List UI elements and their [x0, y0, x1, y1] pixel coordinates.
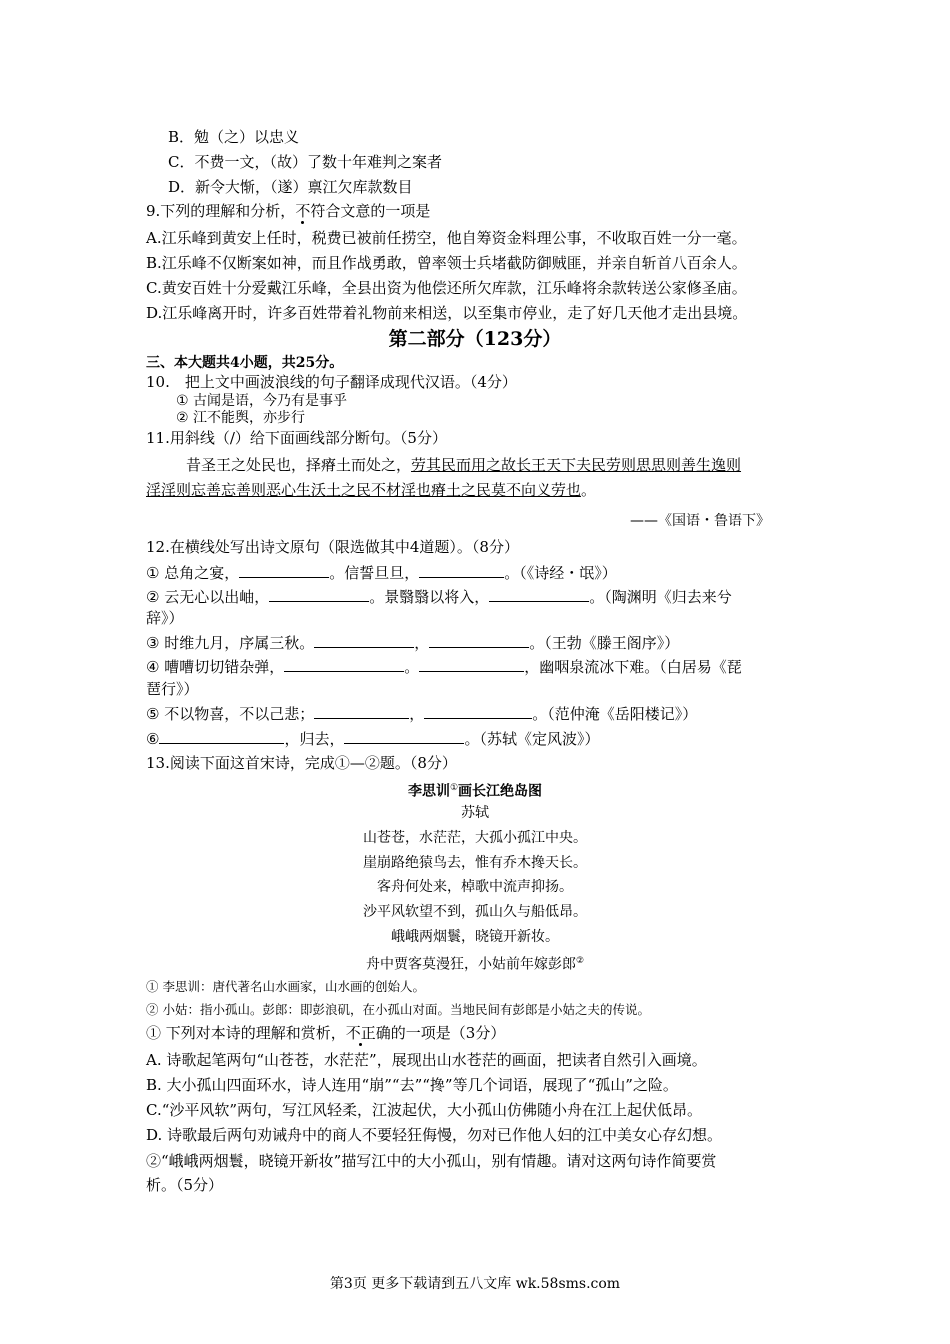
- q10-sentence-1: ① 古闻是语，今乃有是事乎: [176, 393, 348, 409]
- q12-line-1: [146, 563, 617, 583]
- q12-l2-blank-2[interactable]: [489, 587, 589, 602]
- poem-title-b: 画长江绝岛图: [458, 783, 543, 800]
- poem-line-3: 客舟何处来，棹歌中流声抑扬。: [377, 879, 573, 895]
- q12-l3-blank-2[interactable]: [429, 633, 529, 648]
- q11-passage-underlined-2: 淫淫则忘善忘善则恶心生沃土之民不材淫也瘠土之民莫不向义劳也: [146, 481, 582, 499]
- q12-l6-blank-2[interactable]: [344, 729, 464, 744]
- q12-l1-blank-1[interactable]: [239, 563, 329, 578]
- q11-passage-end: 。: [581, 481, 597, 499]
- q13-sub1-pre: ① 下列对本诗的理解和赏析，: [146, 1024, 346, 1042]
- q12-line-6: [146, 729, 599, 749]
- q12-l3-text-a: ③ 时维九月，序属三秋。: [146, 634, 315, 652]
- q12-l4-text-c: ，幽咽泉流冰下难。（白居易《琵: [524, 658, 742, 676]
- q13-option-b: B. 大小孤山四面环水，诗人连用“崩”“去”“搀”等几个词语，展现了“孤山”之险。: [146, 1076, 678, 1094]
- q12-l5-text-c: 。（范仲淹《岳阳楼记》）: [532, 705, 698, 723]
- q12-l1-blank-2[interactable]: [419, 563, 504, 578]
- q10-stem: 10. 把上文中画波浪线的句子翻译成现代汉语。（4分）: [146, 373, 517, 391]
- q12-stem: 12.在横线处写出诗文原句（限选做其中4道题）。（8分）: [146, 538, 519, 556]
- q12-line-2: [146, 587, 732, 607]
- poem-line-1: 山苍苍，水茫茫，大孤小孤江中央。: [363, 830, 587, 846]
- q12-line-2-cont: 辞》）: [146, 609, 184, 627]
- q12-l1-text-c: 。（《诗经・氓》）: [504, 564, 617, 582]
- q9-option-b: B.江乐峰不仅断案如神，而且作战勇敢，曾率领士兵堵截防御贼匪，并亲自斩首八百余人。: [146, 254, 747, 272]
- page-footer: 第3页 更多下载请到五八文库 wk.58sms.com: [329, 1276, 621, 1292]
- q12-l4-blank-1[interactable]: [284, 657, 404, 672]
- q9-option-c: C.黄安百姓十分爱戴江乐峰，全县出资为他偿还所欠库款，江乐峰将余款转送公家修圣庙。: [146, 279, 747, 297]
- poem-title-note: ①: [449, 783, 459, 793]
- q12-l5-text-a: ⑤ 不以物喜，不以己悲；: [146, 705, 315, 723]
- q12-l1-text-a: ① 总角之宴，: [146, 564, 240, 582]
- q12-l5-blank-2[interactable]: [424, 704, 532, 719]
- poem-title: [0, 778, 950, 802]
- q13-option-c: C.“沙平风软”两句，写江风轻柔，江波起伏，大小孤山仿佛随小舟在江上起伏低昂。: [146, 1101, 703, 1119]
- q13-stem: 13.阅读下面这首宋诗，完成①—②题。（8分）: [146, 754, 457, 772]
- q9-option-d: D.江乐峰离开时，许多百姓带着礼物前来相送，以至集市停业，走了好几天他才走出县境。: [146, 304, 748, 322]
- q13-option-a: A. 诗歌起笔两句“山苍苍，水茫茫”，展现出山水苍茫的画面，把读者自然引入画境。: [146, 1051, 707, 1069]
- q13-sub1-emphasis: 不正: [345, 1024, 376, 1042]
- section3-heading: 三、本大题共4小题，共25分。: [146, 355, 344, 371]
- poem-line-5: 峨峨两烟鬟，晓镜开新妆。: [391, 929, 559, 945]
- q11-passage-underlined-1: 劳其民而用之故长王天下夫民劳则思思则善生逸则: [411, 456, 742, 474]
- q8-option-d: D．新令大惭，（遂）禀江欠库款数目: [168, 178, 413, 196]
- q8-option-c: C．不费一文，（故）了数十年难判之案者: [168, 153, 442, 171]
- q12-l3-text-b: ，: [414, 634, 430, 652]
- q11-passage-plain: 昔圣王之处民也，择瘠土而处之，: [186, 456, 412, 474]
- q12-l4-text-a: ④ 嘈嘈切切错杂弹，: [146, 658, 285, 676]
- q12-l6-text-a: ⑥: [146, 730, 160, 748]
- q12-l2-text-a: ② 云无心以出岫，: [146, 588, 270, 606]
- q12-l6-text-c: 。（苏轼《定风波》）: [464, 730, 600, 748]
- q12-line-4-cont: 琶行》）: [146, 680, 199, 698]
- poem-line-2: 崖崩路绝猿鸟去，惟有乔木搀天长。: [363, 855, 587, 871]
- q12-line-3: [146, 633, 679, 653]
- q13-sub1-stem: [146, 1023, 505, 1043]
- q12-l6-text-b: ，归去，: [284, 730, 345, 748]
- q9-stem: [146, 201, 430, 221]
- q9-stem-pre: 9.下列的理解和分析，: [146, 202, 296, 220]
- part2-title: 第二部分（123分）: [388, 328, 562, 350]
- q13-option-d: D. 诗歌最后两句劝诫舟中的商人不要轻狂侮慢，勿对已作他人妇的江中美女心存幻想。: [146, 1126, 723, 1144]
- q8-option-b: B．勉（之）以忠义: [168, 128, 300, 146]
- q12-l5-text-b: ，: [409, 705, 425, 723]
- q9-option-a: A.江乐峰到黄安上任时，税费已被前任捞空，他自筹资金料理公事，不收取百姓一分一毫。: [146, 229, 747, 247]
- q9-stem-post: 符合文意的一项是: [310, 202, 431, 220]
- poem-line-4: 沙平风软望不到，孤山久与船低昂。: [363, 904, 587, 920]
- q12-l4-blank-2[interactable]: [419, 657, 524, 672]
- q12-l2-text-b: 。景翳翳以将入，: [369, 588, 490, 606]
- footnote-2: ② 小姑：指小孤山。彭郎：即彭浪矶，在小孤山对面。当地民间有彭郎是小姑之夫的传说。: [146, 1002, 650, 1017]
- q11-passage-line-1: [186, 455, 741, 475]
- q9-emphasis: 不: [295, 202, 311, 220]
- q13-sub2-line-2: 析。（5分）: [146, 1176, 224, 1194]
- q11-source: ——《国语・鲁语下》: [630, 513, 770, 529]
- q10-sentence-2: ② 江不能舆，亦步行: [176, 410, 306, 426]
- poem-line-6-note: ②: [575, 956, 585, 966]
- poem-line-6-text: 舟中贾客莫漫狂，小姑前年嫁彭郎: [365, 956, 576, 973]
- q13-sub1-post: 确的一项是（3分）: [375, 1024, 506, 1042]
- q12-l3-blank-1[interactable]: [314, 633, 414, 648]
- q12-l3-text-c: 。（王勃《滕王阁序》）: [529, 634, 680, 652]
- q11-passage-line-2: [146, 480, 596, 500]
- q12-l4-text-b: 。: [404, 658, 420, 676]
- poem-line-6: [0, 951, 950, 975]
- q12-l5-blank-1[interactable]: [314, 704, 409, 719]
- q13-sub2-line-1: ②“峨峨两烟鬟，晓镜开新妆”描写江中的大小孤山，别有情趣。请对这两句诗作简要赏: [146, 1152, 717, 1170]
- q11-stem: 11.用斜线（/）给下面画线部分断句。（5分）: [146, 429, 447, 447]
- q12-line-5: [146, 704, 697, 724]
- q12-l2-text-c: 。（陶渊明《归去来兮: [589, 588, 732, 606]
- poem-title-a: 李思训: [407, 783, 450, 800]
- q12-l2-blank-1[interactable]: [269, 587, 369, 602]
- q12-line-4: [146, 657, 742, 677]
- q12-l1-text-b: 。信誓旦旦，: [329, 564, 420, 582]
- q12-l6-blank-1[interactable]: [159, 729, 284, 744]
- poem-author: 苏轼: [461, 805, 489, 821]
- footnote-1: ① 李思训：唐代著名山水画家，山水画的创始人。: [146, 979, 425, 994]
